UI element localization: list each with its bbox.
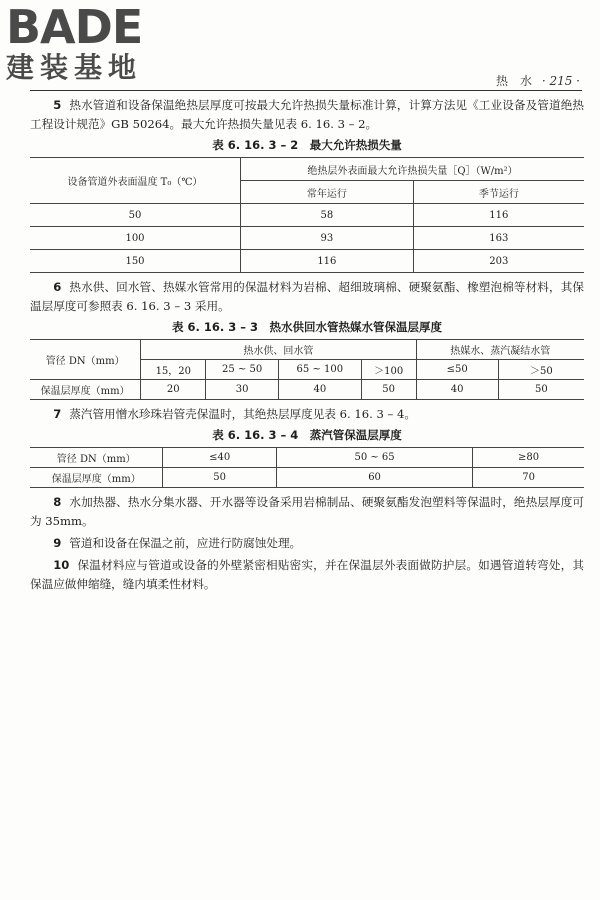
table-cell: ≥80	[473, 448, 584, 468]
table-row	[30, 468, 584, 488]
clause-number: 10	[53, 558, 70, 572]
table-cell: 60	[276, 468, 472, 488]
table1-header-temperature: 设备管道外表面温度 T₀（℃）	[30, 158, 241, 204]
clause-6	[30, 278, 584, 316]
table-cell: 40	[278, 380, 361, 400]
logo-wordmark: BADE	[6, 0, 143, 54]
page-number: · 215 ·	[541, 74, 580, 88]
table-row	[30, 204, 584, 227]
clause-text: 水加热器、热水分集水器、开水器等设备采用岩棉制品、硬聚氨酯发泡塑料等保温时，绝热层厚度可为 35mm。	[30, 495, 584, 528]
table-row	[30, 380, 584, 400]
clause-text: 热水管道和设备保温绝热层厚度可按最大允许热损失量标准计算，计算方法见《工业设备及管道绝热工程设计规范》GB 50264。最大允许热损失量见表 6. 16. 3 – 2。	[30, 98, 584, 131]
clause-number: 7	[53, 407, 62, 421]
clause-9	[30, 534, 584, 553]
table-row	[30, 250, 584, 273]
table-cell: 116	[241, 250, 414, 273]
table2-header-dn: 管径 DN（mm）	[30, 340, 141, 380]
table-cell: 93	[241, 227, 414, 250]
clause-text: 管道和设备在保温之前，应进行防腐蚀处理。	[69, 536, 302, 550]
clause-number: 6	[53, 280, 62, 294]
table-cell: 25 ~ 50	[206, 360, 279, 380]
table-cell: 30	[206, 380, 279, 400]
table-cell: 58	[241, 204, 414, 227]
table-cell: ＞100	[361, 360, 416, 380]
table-cell: 50 ~ 65	[276, 448, 472, 468]
table-cell: 15，20	[141, 360, 206, 380]
table-cell: 203	[413, 250, 584, 273]
header-rule	[30, 90, 582, 91]
table-cell: 40	[416, 380, 498, 400]
table-cell: 管径 DN（mm）	[30, 448, 163, 468]
bade-logo	[6, 0, 143, 84]
table-cell: ≤50	[416, 360, 498, 380]
table3-caption: 表 6. 16. 3 – 4 蒸汽管保温层厚度	[212, 428, 402, 442]
page-body	[30, 96, 584, 597]
clause-10	[30, 556, 584, 594]
clause-text: 蒸汽管用憎水珍珠岩管壳保温时，其绝热层厚度见表 6. 16. 3 – 4。	[69, 407, 416, 421]
steam-pipe-insulation-table	[30, 447, 584, 488]
clause-7	[30, 405, 584, 424]
table-cell: 20	[141, 380, 206, 400]
logo-chinese-text: 建装基地	[6, 51, 143, 84]
table-cell: 50	[30, 204, 241, 227]
section-title: 热 水	[495, 74, 532, 88]
table-cell: 70	[473, 468, 584, 488]
running-header	[496, 72, 580, 89]
table-cell: 163	[413, 227, 584, 250]
table-cell: 保温层厚度（mm）	[30, 468, 163, 488]
table-cell: 100	[30, 227, 241, 250]
table-cell: ≤40	[163, 448, 276, 468]
clause-5	[30, 96, 584, 134]
clause-number: 5	[53, 98, 62, 112]
table1-header-annual: 常年运行	[241, 181, 414, 204]
table-row	[30, 448, 584, 468]
table1-header-seasonal: 季节运行	[413, 181, 584, 204]
table2-header-heating-medium: 热媒水、蒸汽凝结水管	[416, 340, 584, 360]
clause-8	[30, 493, 584, 531]
clause-number: 9	[53, 536, 62, 550]
clause-text: 保温材料应与管道或设备的外壁紧密相贴密实，并在保温层外表面做防护层。如遇管道转弯处，其保温应做伸缩缝，缝内填柔性材料。	[30, 558, 584, 591]
table-cell: 50	[163, 468, 276, 488]
table1-header-group: 绝热层外表面最大允许热损失量［Q］（W/m²）	[241, 158, 584, 181]
insulation-thickness-table	[30, 339, 584, 400]
table-row	[30, 227, 584, 250]
table2-caption: 表 6. 16. 3 – 3 热水供回水管热媒水管保温层厚度	[171, 320, 442, 334]
table-cell: ＞50	[498, 360, 584, 380]
table-cell: 65 ~ 100	[278, 360, 361, 380]
table-cell: 50	[498, 380, 584, 400]
table-cell: 116	[413, 204, 584, 227]
table2-header-hot-water: 热水供、回水管	[141, 340, 416, 360]
table-cell: 50	[361, 380, 416, 400]
clause-number: 8	[53, 495, 62, 509]
table1-caption: 表 6. 16. 3 – 2 最大允许热损失量	[212, 138, 402, 152]
max-heat-loss-table	[30, 157, 584, 273]
table-cell: 150	[30, 250, 241, 273]
table-cell: 保温层厚度（mm）	[30, 380, 141, 400]
clause-text: 热水供、回水管、热媒水管常用的保温材料为岩棉、超细玻璃棉、硬聚氨酯、橡塑泡棉等材料，其保温层厚度可参照表 6. 16. 3 – 3 采用。	[30, 280, 584, 313]
